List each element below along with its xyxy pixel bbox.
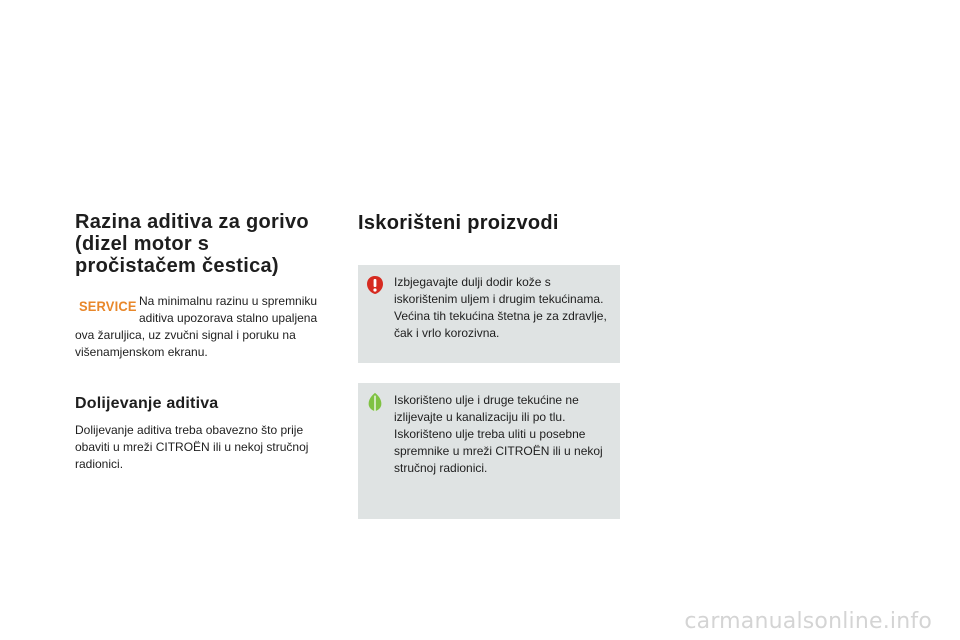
used-products-title: Iskorišteni proizvodi: [358, 212, 559, 234]
service-description-continued: ova žaruljica, uz zvučni signal i poruku na višenamjenskom ekranu.: [75, 328, 296, 359]
refill-subtitle: Dolijevanje aditiva: [75, 395, 219, 412]
service-block: [75, 293, 330, 361]
left-column: [75, 211, 330, 473]
eco-leaf-icon: [366, 392, 384, 412]
refill-text: Dolijevanje aditiva treba obavezno što prije obaviti u mreži CITROËN ili u nekoj stručnoj radionici.: [75, 423, 309, 471]
page-title: Razina aditiva za gorivo (dizel motor s pročistačem čestica): [75, 211, 309, 277]
warning-note: [358, 265, 620, 363]
eco-note: [358, 383, 620, 519]
eco-note-text: Iskorišteno ulje i druge tekućine ne izlijevajte u kanalizaciju ili po tlu. Iskorišteno ulje treba uliti u posebne spremnike u mreži CITROËN ili u nekoj stručnoj radionici.: [394, 393, 603, 475]
watermark: carmanualsonline.info: [684, 609, 932, 634]
right-column: [358, 212, 620, 234]
warning-note-text: Izbjegavajte dulji dodir kože s iskorištenim uljem i drugim tekućinama. Većina tih tekućina štetna je za zdravlje, čak i vrlo korozivna.: [394, 275, 607, 340]
service-description: Na minimalnu razinu u spremniku aditiva upozorava stalno upaljena: [139, 294, 318, 325]
service-icon: SERVICE: [79, 298, 137, 314]
warning-icon: [366, 275, 384, 295]
